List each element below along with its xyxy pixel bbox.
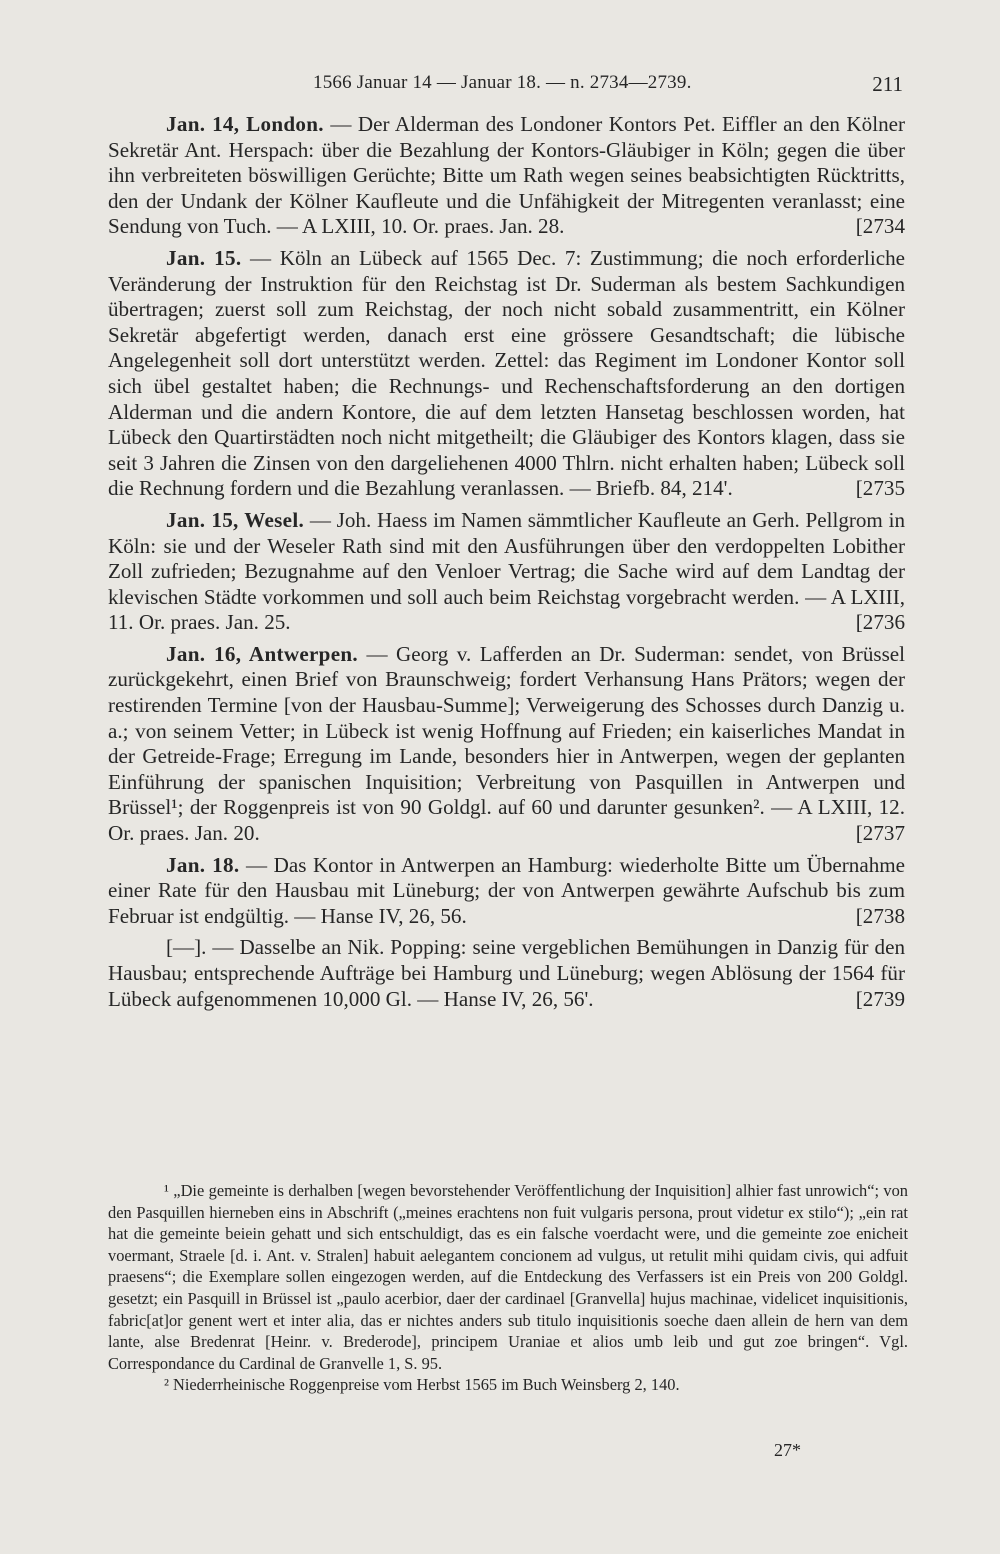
entry-2737 [108,642,905,847]
entry-2735 [108,246,905,502]
entry-number: [2735 [855,476,905,501]
entry-2736 [108,508,905,636]
entry-text: — Köln an Lübeck auf 1565 Dec. 7: Zustimmung; die noch erforderliche Veränderung der Instruktion für den Reichstag ist Dr. Suderman als bestem Sachkundigen übertragen; zuerst soll zum Reichstag, der noch nicht sobald zusammentritt, ein Kölner Sekretär abgefertigt werden, danach erst eine grössere Gesandtschaft; die lübische Angelegenheit soll dort unterstützt werden. Zettel: das Regiment im Londoner Kontor soll sich übel gestaltet haben; die Rechnungs- und Rechenschaftsforderung an den dortigen Alderman und die andern Kontore, die auf dem letzten Hansetag beschlossen worden, hat Lübeck den Quartirstädten noch nicht mitgetheilt; die Gläubiger des Kontors klagen, dass sie seit 3 Jahren die Zinsen von den dargeliehenen 4000 Thlrn. nicht erhalten haben; Lübeck soll die Rechnung fordern und die Bezahlung veranlassen. — Briefb. 84, 214'. [108,245,906,501]
entry-2734 [108,112,905,240]
entry-text: — Georg v. Lafferden an Dr. Suderman: sendet, von Brüssel zurückgekehrt, einen Brief von Braunschweig; fordert Verhansung Hans Prätors; wegen der restirenden Termine [von der Hausbau-Summe]; Verweigerung des Schosses durch Danzig u. a.; von seinem Vetter; in Lübeck ist wenig Hoffnung auf Frieden; ein kaiserliches Mandat in der Getreide-Frage; Erregung im Lande, besonders hier in Antwerpen, wegen der geplanten Einführung der spanischen Inquisition; Verbreitung von Pasquillen in Antwerpen und Brüssel¹; der Roggenpreis ist von 90 Goldgl. auf 60 und darunter gesunken². — A LXIII, 12. Or. praes. Jan. 20. [108,641,906,846]
entry-2738 [108,853,905,930]
main-text [108,112,905,1018]
entry-date: Jan. 18. [166,852,240,877]
running-title: 1566 Januar 14 — Januar 18. — n. 2734—2739. [313,72,692,93]
entry-text: — Joh. Haess im Namen sämmtlicher Kaufleute an Gerh. Pellgrom in Köln: sie und der Weseler Rath sind mit den Ausführungen über den verdoppelten Lobither Zoll zufrieden; Bezugnahme auf den Venloer Vertrag; die Sache wird auf dem Landtag der klevischen Städte vorkommen und soll auch beim Reichstag vorgebracht werden. — A LXIII, 11. Or. praes. Jan. 25. [108,507,905,635]
page-number: 211 [872,72,903,96]
entry-number: [2739 [855,986,905,1011]
entry-text: — Das Kontor in Antwerpen an Hamburg: wiederholte Bitte um Übernahme einer Rate für den Hausbau mit Lüneburg; der von Antwerpen gewährte Aufschub bis zum Februar ist endgültig. — Hanse IV, 26, 56. [108,852,906,928]
footnotes [108,1180,908,1396]
running-header [108,68,903,102]
entry-number: [2738 [855,903,905,928]
entry-date: Jan. 14, London. [166,112,324,136]
signature-mark: 27* [774,1440,801,1460]
entry-number: [2734 [855,214,905,239]
entry-date: Jan. 15, Wesel. [166,507,305,532]
entry-date: Jan. 15. [166,245,242,270]
footnote-2: ² Niederrheinische Roggenpreise vom Herbst 1565 im Buch Weinsberg 2, 140. [164,1375,680,1395]
entry-date: Jan. 16, Antwerpen. [166,641,358,666]
entry-number: [2737 [855,821,905,846]
footnote-1: ¹ „Die gemeinte is derhalben [wegen bevorstehender Veröffentlichung der Inquisition] alhier fast unrowich“; von den Pasquillen hierneben eins in Abschrift („meines erachtens non fuit vulgaris persona, prout videtur ex stilo“); „ein rat hat die gemeinte beiein gehatt und sich entschuldigt, das es ein falsche voerdacht were, und die gemeinte zoe enicheit voermant, Straele [d. i. Ant. v. Stralen] habuit aelegantem concionem ad vulgus, ut retulit mihi quidam civis, qui adfuit praesens“; die Exemplare sollen eingezogen werden, auf die Entdeckung des Verfassers ist ein Preis von 200 Goldgl. gesetzt; ein Pasquill in Brüssel ist „paulo acerbior, daer der cardinael [Granvella] hujus machinae, videlicet inquisitionis, fabric[at]or genent wert et inter alia, das er nichtes anders sub titulo inquisitionis soeche daen allein de hern van dem lante, alse Bredenrat [Heinr. v. Brederode], principem Uraniae et alios umb leib und gut zoe bringen“. Vgl. Correspondance du Cardinal de Granvelle 1, S. 95. [108,1181,908,1373]
entry-text: [—]. — Dasselbe an Nik. Popping: seine vergeblichen Bemühungen in Danzig für den Hausbau; entsprechende Aufträge bei Hamburg und Lüneburg; wegen Ablösung der 1564 für Lübeck aufgenommenen 10,000 Gl. — Hanse IV, 26, 56'. [108,935,905,1011]
entry-text: — Der Alderman des Londoner Kontors Pet. Eiffler an den Kölner Sekretär Ant. Herspach: über die Bezahlung der Kontors-Gläubiger in Köln; gegen die über ihn verbreiteten böswilligen Gerüchte; Bitte um Rath wegen seines beabsichtigten Rücktritts, den der Undank der Kölner Kaufleute und die Unfähigkeit der Mitregenten veranlasst; eine Sendung von Tuch. — A LXIII, 10. Or. praes. Jan. 28. [108,112,905,239]
entry-number: [2736 [855,610,905,635]
entry-2739 [108,935,905,1012]
